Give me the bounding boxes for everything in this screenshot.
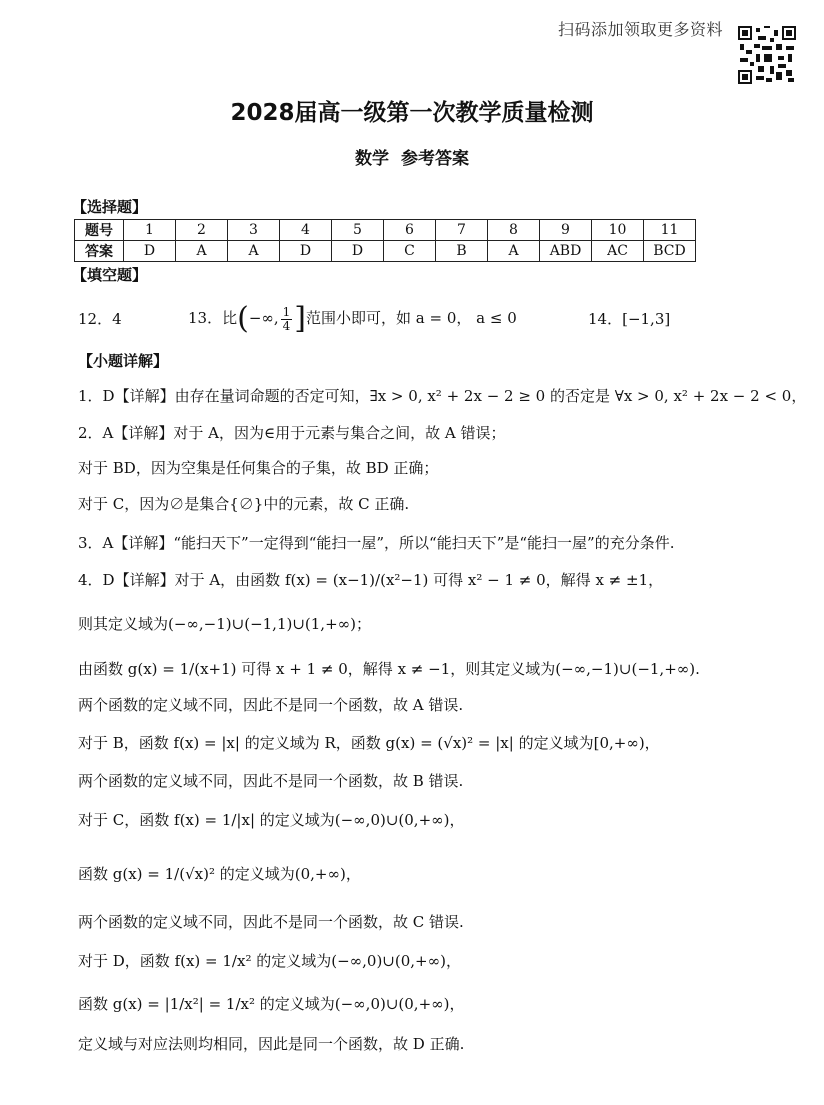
qr-code-icon[interactable] [738,26,796,84]
question-number: 10 [592,220,644,241]
table-row-answers [75,241,696,262]
choice-section-heading: 【选择题】 [72,198,148,216]
answer-cell: D [280,241,332,262]
question-number: 6 [384,220,436,241]
detail-line: 1．D【详解】由存在量词命题的否定可知，∃x > 0, x² + 2x − 2 ≥ 0 的否定是 ∀x > 0, x² + 2x − 2 < 0， [78,387,807,405]
detail-line: 定义域与对应法则均相同，因此是同一个函数，故 D 正确. [78,1035,465,1053]
question-number: 2 [176,220,228,241]
detail-line: 函数 g(x) = 1/(√x)² 的定义域为(0,+∞)， [78,865,361,883]
detail-line: 2．A【详解】对于 A，因为∈用于元素与集合之间，故 A 错误； [78,424,506,442]
page-subtitle: 数学 参考答案 [355,149,469,169]
answer-cell: ABD [540,241,592,262]
detail-section-heading: 【小题详解】 [78,352,169,370]
detail-line: 两个函数的定义域不同，因此不是同一个函数，故 A 错误. [78,696,464,714]
detail-line: 对于 D，函数 f(x) = 1/x² 的定义域为(−∞,0)∪(0,+∞)， [78,952,461,970]
q13-fraction [281,306,293,333]
answer-cell: D [124,241,176,262]
answer-q12: 12．4 [78,310,122,328]
answer-cell: C [384,241,436,262]
question-number: 5 [332,220,384,241]
question-number: 1 [124,220,176,241]
q13-interval: −∞, [248,309,279,327]
answer-cell: B [436,241,488,262]
page-title: 2028届高一级第一次教学质量检测 [230,100,594,126]
fill-section-heading: 【填空题】 [72,266,148,284]
detail-line: 对于 BD，因为空集是任何集合的子集，故 BD 正确； [78,459,439,477]
detail-line: 则其定义域为(−∞,−1)∪(−1,1)∪(1,+∞)； [78,615,371,633]
right-bracket-glyph: ] [294,301,307,336]
left-paren-glyph: ( [237,301,249,336]
question-number: 8 [488,220,540,241]
table-row-label: 题号 [75,220,124,241]
answer-q13 [188,302,517,334]
table-row-numbers [75,220,696,241]
question-number: 4 [280,220,332,241]
question-number: 9 [540,220,592,241]
detail-line: 函数 g(x) = |1/x²| = 1/x² 的定义域为(−∞,0)∪(0,+∞)， [78,995,465,1013]
question-number: 7 [436,220,488,241]
fraction-numerator: 1 [282,304,291,319]
fraction-denominator: 4 [282,318,291,333]
answer-table [74,219,696,262]
promo-text: 扫码添加领取更多资料 [558,20,724,39]
detail-line: 对于 C，函数 f(x) = 1/|x| 的定义域为(−∞,0)∪(0,+∞)， [78,811,465,829]
detail-line: 两个函数的定义域不同，因此不是同一个函数，故 C 错误. [78,913,464,931]
detail-line: 4．D【详解】对于 A，由函数 f(x) = (x−1)/(x²−1) 可得 x² − 1 ≠ 0，解得 x ≠ ±1， [78,571,664,589]
answer-cell: BCD [644,241,696,262]
table-row-label: 答案 [75,241,124,262]
answer-cell: A [488,241,540,262]
question-number: 3 [228,220,280,241]
answer-cell: A [176,241,228,262]
q13-suffix: 范围小即可，如 a = 0， a ≤ 0 [306,309,517,327]
answer-cell: AC [592,241,644,262]
q13-prefix: 13．比 [188,309,238,327]
detail-line: 由函数 g(x) = 1/(x+1) 可得 x + 1 ≠ 0，解得 x ≠ −1，则其定义域为(−∞,−1)∪(−1,+∞). [78,660,700,678]
detail-line: 3．A【详解】“能扫天下”一定得到“能扫一屋”，所以“能扫天下”是“能扫一屋”的充分条件. [78,534,675,552]
detail-line: 两个函数的定义域不同，因此不是同一个函数，故 B 错误. [78,772,464,790]
answer-q14: 14．[−1,3] [588,310,671,328]
detail-line: 对于 C，因为∅是集合{∅}中的元素，故 C 正确. [78,495,410,513]
answer-cell: A [228,241,280,262]
question-number: 11 [644,220,696,241]
answer-cell: D [332,241,384,262]
detail-line: 对于 B，函数 f(x) = |x| 的定义域为 R，函数 g(x) = (√x)² = |x| 的定义域为[0,+∞)， [78,734,660,752]
